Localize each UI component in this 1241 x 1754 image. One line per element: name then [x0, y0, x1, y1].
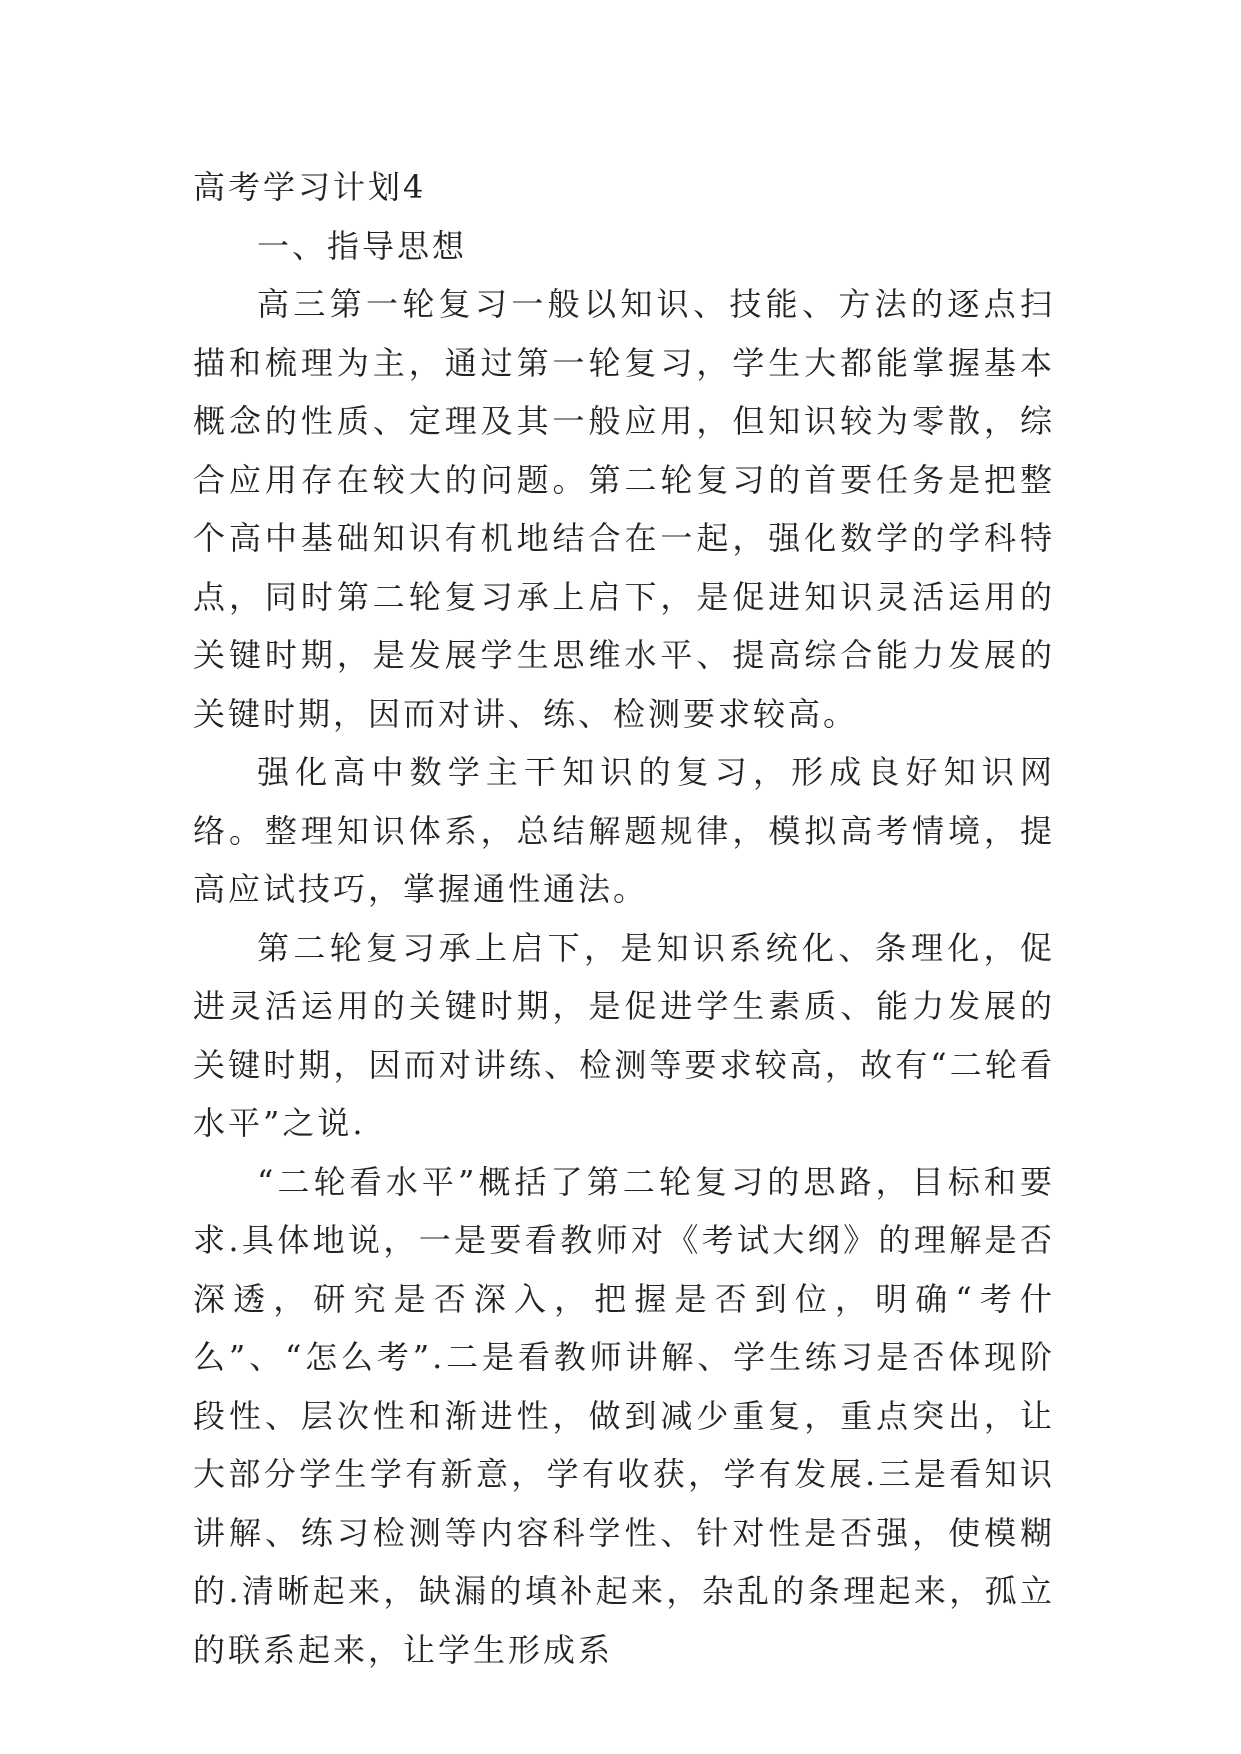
paragraph: “二轮看水平”概括了第二轮复习的思路，目标和要求.具体地说，一是要看教师对《考试大纲》的理解是否深透，研究是否深入，把握是否到位，明确“考什么”、“怎么考”.二是看教师讲解、学生练习是否体现阶段性、层次性和渐进性，做到减少重复，重点突出，让大部分学生学有新意，学有收获，学有发展.三是看知识讲解、练习检测等内容科学性、针对性是否强，使模糊的.清晰起来，缺漏的填补起来，杂乱的条理起来，孤立的联系起来，让学生形成系	[193, 1162, 1055, 1669]
document-title: 高考学习计划4	[193, 168, 427, 206]
paragraph: 第二轮复习承上启下，是知识系统化、条理化，促进灵活运用的关键时期，是促进学生素质、能力发展的关键时期，因而对讲练、检测等要求较高，故有“二轮看水平”之说.	[193, 928, 1055, 1142]
document-body	[193, 158, 1055, 1679]
paragraph: 高三第一轮复习一般以知识、技能、方法的逐点扫描和梳理为主，通过第一轮复习，学生大都能掌握基本概念的性质、定理及其一般应用，但知识较为零散，综合应用存在较大的问题。第二轮复习的首要任务是把整个高中基础知识有机地结合在一起，强化数学的学科特点，同时第二轮复习承上启下，是促进知识灵活运用的关键时期，是发展学生思维水平、提高综合能力发展的关键时期，因而对讲、练、检测要求较高。	[193, 285, 1055, 733]
section-heading: 一、指导思想	[257, 226, 468, 265]
paragraph: 强化高中数学主干知识的复习，形成良好知识网络。整理知识体系，总结解题规律，模拟高考情境，提高应试技巧，掌握通性通法。	[193, 753, 1055, 908]
